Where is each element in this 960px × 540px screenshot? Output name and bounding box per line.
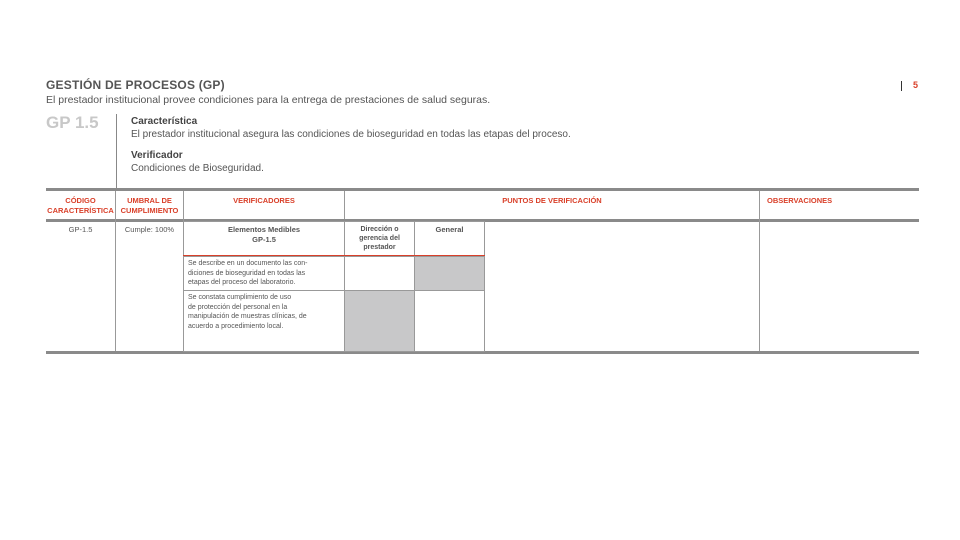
page-number: 5: [913, 80, 919, 90]
section-subtitle: El prestador institucional provee condiciones para la entrega de prestaciones de salud seguras.: [46, 94, 491, 106]
element2-text: [188, 293, 343, 331]
characteristic-code: GP 1.5: [46, 113, 99, 132]
characteristic-text: El prestador institucional asegura las condiciones de bioseguridad en todas las etapas del proceso.: [131, 129, 571, 140]
row-code: GP-1.5: [68, 225, 93, 234]
header-codigo-line: CARACTERÍSTICA: [47, 206, 114, 215]
element2-line: de protección del personal en la: [188, 303, 288, 311]
direccion-header: [345, 225, 414, 252]
element2-line: manipulación de muestras clínicas, de: [188, 313, 307, 320]
elements-title-line: GP-1.5: [252, 235, 276, 244]
header-codigo-line: CÓDIGO: [65, 196, 96, 205]
row-threshold: Cumple: 100%: [124, 225, 175, 234]
header-puntos: PUNTOS DE VERIFICACIÓN: [502, 196, 602, 205]
header-umbral-line: CUMPLIMIENTO: [120, 206, 179, 215]
header-verificadores: VERIFICADORES: [233, 196, 295, 205]
verification-table: [46, 188, 919, 354]
elements-title: [184, 225, 344, 245]
direccion-header-line: gerencia del: [359, 235, 400, 242]
section-title: GESTIÓN DE PROCESOS (GP): [46, 78, 225, 92]
element1-text: [188, 259, 343, 288]
direccion-header-line: Dirección o: [360, 226, 399, 233]
header-umbral: [116, 196, 183, 216]
direccion-header-line: prestador: [363, 244, 396, 251]
verifier-label: Verificador: [131, 150, 183, 161]
header-observaciones: OBSERVACIONES: [767, 196, 833, 205]
elements-title-line: Elementos Medibles: [227, 225, 301, 234]
element2-direccion-cell-na: [344, 290, 415, 352]
characteristic-label: Característica: [131, 116, 198, 127]
page-number-divider: [901, 81, 902, 91]
element1-line: Se describe en un documento las con-: [188, 260, 308, 267]
element1-direccion-cell: [344, 256, 415, 291]
element1-general-cell-na: [414, 256, 485, 291]
element2-line: acuerdo a procedimiento local.: [188, 322, 284, 330]
table-top-rule: [46, 188, 919, 191]
element1-line: etapas del proceso del laboratorio.: [188, 279, 296, 286]
element2-general-cell: [414, 290, 485, 352]
element1-line: diciones de bioseguridad en todas las: [188, 269, 306, 277]
element2-line: Se constata cumplimiento de uso: [188, 294, 292, 301]
general-header: General: [435, 225, 464, 234]
header-umbral-line: UMBRAL DE: [127, 196, 172, 205]
column-divider: [759, 191, 760, 351]
characteristic-divider: [116, 114, 117, 188]
header-codigo: [46, 196, 115, 216]
verifier-text: Condiciones de Bioseguridad.: [131, 163, 264, 174]
